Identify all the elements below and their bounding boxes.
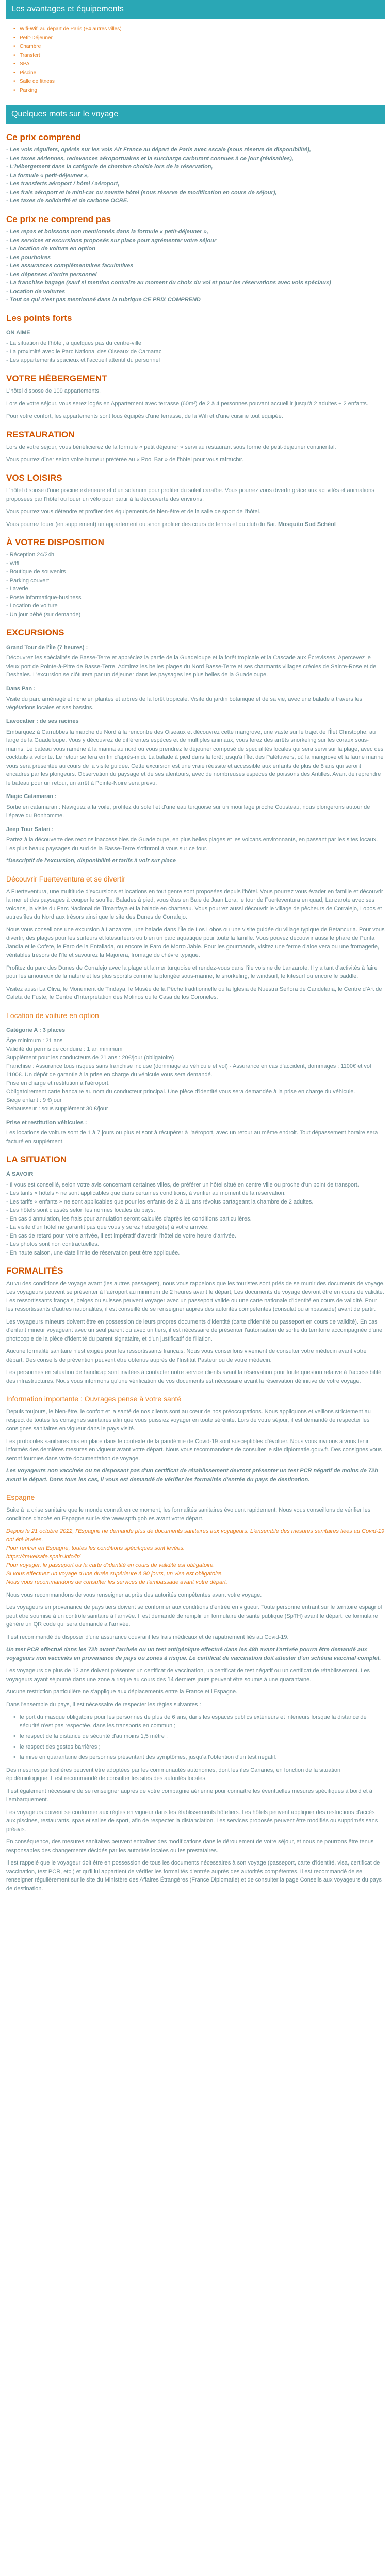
hebergement-p1: L'hôtel dispose de 109 appartements. xyxy=(6,388,101,394)
espagne-heading: Espagne xyxy=(6,1493,35,1501)
mots-banner: Quelques mots sur le voyage xyxy=(6,105,385,124)
equipement-item: • Piscine xyxy=(20,69,385,77)
situation-block: - Il vous est conseillé, selon votre avis concernant certaines villes, de préférer un hôtel situé en centre ville ou proche d'un point de transport. - Les tarifs « hôtels » ne sont applicables que dans certaines conditions, à vérifier au moment de la réservation. - Les tarifs « enfants » ne sont applicables que pour les enfants de 2 à 11 ans révolus partageant la chambre de 2 adultes. - Les hôtels sont classés selon les normes locales du pays. - En cas d'annulation, les frais pour annulation seront calculés d'après les conditions particulières. - La visite d'un hôtel ne garantit pas que vous y serez hébergé(e) à votre arrivée. - En cas de retard pour votre arrivée, il est impératif d'avertir l'hôtel de votre heure d'arrivée. - Les photos sont non contractuelles. - En haute saison, une date limite de réservation peut être appliquée. xyxy=(6,1181,359,1256)
equipement-item: • Parking xyxy=(20,86,385,95)
prix-comprend-heading: Ce prix comprend xyxy=(6,132,81,142)
equipement-item: • Salle de fitness xyxy=(20,77,385,86)
restauration-heading: RESTAURATION xyxy=(6,429,75,439)
hebergement-heading: VOTRE HÉBERGEMENT xyxy=(6,373,107,383)
excursions-heading: EXCURSIONS xyxy=(6,628,64,638)
apropos-heading: À VOTRE DISPOSITION xyxy=(6,537,104,547)
list-item: • le respect des gestes barrières ; xyxy=(20,1743,385,1752)
hebergement-p3: Pour votre confort, les appartements sont tous équipés d'une terrasse, de la Wifi et d'une cuisine tout équipée. xyxy=(6,413,283,419)
apropos-block: - Réception 24/24h - Wifi - Boutique de souvenirs - Parking couvert - Laverie - Poste informatique-business - Location de voiture - Un jour bébé (sur demande) xyxy=(6,552,82,618)
loisirs-heading: VOS LOISIRS xyxy=(6,472,62,483)
espagne-rules-list xyxy=(6,1713,385,1762)
points-forts-block: - La situation de l'hôtel, à quelques pas du centre-ville - La proximité avec le Parc National des Oiseaux de Carnarac - Les appartements spacieux et l'accueil attentif du personnel xyxy=(6,340,162,364)
location-heading: Location de voiture en option xyxy=(6,1011,99,1020)
list-item: • le respect de la distance de sécurité d'au moins 1,5 mètre ; xyxy=(20,1732,385,1741)
situation-heading: LA SITUATION xyxy=(6,1155,67,1164)
equipement-item: • Transfert xyxy=(20,51,385,60)
list-item: • le port du masque obligatoire pour les personnes de plus de 6 ans, dans les espaces publics extérieurs et intérieurs lorsque la distance de sécurité n'est pas respectée, dans les transports en commun ; xyxy=(20,1713,385,1730)
equipement-item: • SPA xyxy=(20,60,385,69)
page: Les avantages et équipements • Wifi-Wifi au départ de Paris (+4 autres villes) • Petit-Déjeuner • Chambre • Transfert • SPA • Piscine • Salle de fitness • Parking Quelques mots sur le voyage Ce prix comprend - Les vols réguliers, opérés sur les vols Air France au départ de Paris avec escale (sous réserve de disponibilité), - Les taxes aériennes, redevances aéroportuaires et la surcharge carburant connues à ce jour (révisables), - L'hébergement dans la catégorie de chambre choisie lors de la réservation, - La formule « petit-déjeuner », - Les transferts aéroport / hôtel / aéroport, - Les frais aéroport et le mini-car ou navette hôtel (sous réserve de modification en cours de séjour), - Les taxes de solidarité et de carbone OCRE. Ce prix ne comprend pas - Les repas et boissons non mentionnés dans la formule « petit-déjeuner », - Les services et excursions proposés sur place pour agrémenter votre séjour - La location de voiture en option - Les pourboires - Les assurances complémentaires facultatives - Les dépenses d'ordre personnel - La franchise bagage (sauf si mention contraire au moment du choix du vol et pour les réservations avec vols spéciaux) - Location de voitures - Tout ce qui n'est pas mentionné dans la rubrique CE PRIX COMPREND Les points forts ON AIME - La situation de l'hôtel, à quelques pas du centre-ville - La proximité avec le Parc National des Oiseaux de Carnarac - Les appartements spacieux et l'accueil attentif du personnel VOTRE HÉBERGEMENT L'hôtel dispose de 109 appartements. Lors de votre séjour, vous serez logés en Appartement avec terrasse (60m²) de 2 à 4 personnes pouvant accueillir jusqu'à 2 adultes + 2 enfants. Pour votre confort, les appartements sont tous équipés d'une terrasse, de la Wifi et d'une cuisine tout équipée. RESTAURATION Lors de votre séjour, vous bénéficierez de la formule « petit déjeuner » servi au restaurant sous forme de petit-déjeuner continental. Vous pourrez dîner selon votre humeur préférée au « Pool Bar » de l'hôtel pour vous rafraîchir. VOS LOISIRS L'hôtel dispose d'une piscine extérieure et d'un solarium pour profiter du soleil caraïbe. Vous pourrez vous divertir grâce aux activités et animations proposées par l'hôtel ou louer un vélo pour partir à la découverte des environs. Vous pourrez vous détendre et profiter des équipements de bien-être et de la salle de sport de l'hôtel. Vous pourrez louer (en supplément) un appartement ou sinon profiter des cours de tennis et du club du Bar. Mosquito Sud Schéol À VOTRE DISPOSITION - Réception 24/24h - Wifi - Boutique de souvenirs - Parking couvert - Laverie - Poste informatique-business - Location de voiture - Un jour bébé (sur demande) EXCURSIONS Grand Tour de l'Île (7 heures) : Découvrez les spécialités de Basse-Terre et appréciez la partie de la Guadeloupe et la forêt tropicale et la Cascade aux Écrevisses. Apercevez le vieux port de Pointe-à-Pitre de Basse-Terre. Admirez les belles plages du Nord Basse-Terre et ses charmants villages créoles de Sainte-Rose et de Deshaies. L'excursion se clôturera par un déjeuner dans les paysages les plus belles de la Guadeloupe. Dans Pan : Visite du parc aménagé et riche en plantes et arbres de la forêt tropicale. Visite du jardin botanique et de sa vie, avec une balade à travers les végétations locales et ses bassins. Lavocatier : de ses racines Embarquez à Carrubbes la marche du Nord à la rencontre des Oiseaux et découvrez cette mangrove, une vaste sur le trajet de l'Îlet Christophe, au large de la Guadeloupe. Vous y découvrez de différentes espèces et de multiples animaux, vous ferez des arrêts snorkeling sur les coraux sous-marins. Le bateau vous ramène à la marina au nord où vous prendrez le déjeuner composé de spécialités locales qui sera servi sur la plage, avec des cocktails à volonté. Le retour se fera en fin d'après-midi. La balade à pied dans la forêt jusqu'à l'Îlet des Palétuviers, où la mangrove et la faune marine vous sera présentée au cours de la visite guidée. Cette excursion est une vraie réussite et accessible aux enfants de plus de 8 ans qui seront encadrés par les plongeurs. Observation du paysage et de ses alentours, avec de nombreuses espèces de poissons des Antilles. Avant de reprendre le bateau pour un retour, un arrêt à Pointe-Noire sera prévu. Magic Catamaran : Sortie en catamaran : Naviguez à la voile, profitez du soleil et d'une eau turquoise sur un mouillage proche Cousteau, nous plongerons autour de l'épave du Bonhomme. Jeep Tour Safari : Partez à la découverte des recoins inaccessibles de Guadeloupe, en plus belles plages et les volcans environnants, en passant par les sites locaux. Les plus beaux paysages du sud de la Basse-Terre s'offriront à vous sur ce tour. *Descriptif de l'excursion, disponibilité et tarifs à voir sur place Découvrir Fuerteventura et se divertir A Fuerteventura, une multitude d'excursions et locations en tout genre sont proposées depuis l'hôtel. Vous pourrez vous évader en famille et découvrir la mer et des paysages à couper le souffle. Balades à pied, vous êtes en Baie de Juan Lora, le tour de Fuerteventura en quad, Lanzarote avec ses volcans, la visite du Parc Nacional de Timanfaya et la balade en chameau. Vous pourrez aussi découvrir le village de pêcheurs de Corralejo, Lobos et autres îles du Nord aux trésors ainsi que le site des Dunes de Corralejo. Nous vous conseillons une excursion à Lanzarote, une balade dans l'Île de Los Lobos ou une visite guidée du village typique de Betancuria. Pour vous divertir, des plages pour les surfeurs et kitesurfeurs ou bien un parc aquatique pour toute la famille. Vous pouvez découvrir aussi le phare de Punta Jandía et le Cofete, le Faro de la Entallada, ou encore le Faro de Morro Jable. Pour les gourmands, visitez une ferme d'aloe vera ou une fromagerie, véritables trésors de l'île et savourez la Majorera, fromage de chèvre typique. Profitez du parc des Dunes de Corralejo avec la plage et la mer turquoise et rendez-vous dans l'île voisine de Lanzarote. Il y a tant d'activités à faire pour les amoureux de la nature et les plus sportifs comme la plongée sous-marine, le snorkeling, le windsurf, le kitesurf ou encore le paddle. Visitez aussi La Oliva, le Monument de Tindaya, le Musée de la Pêche traditionnelle ou la Iglesia de Nuestra Señora de Candelaria, le Centre d'Art de Caleta de Fuste, le Centre d'Interprétation des Molinos ou le Casa de los Coroneles. Location de voiture en option Catégorie A : 3 places Âge minimum : 21 ans Validité du permis de conduire : 1 an minimum Supplément pour les conducteurs de 21 ans : 20€/jour (obligatoire) Franchise : Assurance tous risques sans franchise incluse (dommage au véhicule et vol) - Assurance en cas d'accident, dommages : 1100€ et vol 1100€. Un dépôt de garantie à la prise en charge du véhicule vous sera demandé. Prise en charge et restitution à l'aéroport. Obligatoirement carte bancaire au nom du conducteur principal. Une pièce d'identité vous sera demandée à la prise en charge du véhicule. Siège enfant : 9 €/jour Rehausseur : sous supplément 30 €/jour Prise et restitution véhicules : Les locations de voiture sont de 1 à 7 jours ou plus et sont à récupérer à l'aéroport, avec un retour au même endroit. Tout dépassement horaire sera facturé en supplément. LA SITUATION À SAVOIR - Il vous est conseillé, selon votre avis concernant certaines villes, de préférer un hôtel situé en centre ville ou proche d'un point de transport. - Les tarifs « hôtels » ne sont applicables que dans certaines conditions, à vérifier au moment de la réservation. - Les tarifs « enfants » ne sont applicables que pour les enfants de 2 à 11 ans révolus partageant la chambre de 2 adultes. - Les hôtels sont classés selon les normes locales du pays. - En cas d'annulation, les frais pour annulation seront calculés d'après les conditions particulières. - La visite d'un hôtel ne garantit pas que vous y serez hébergé(e) à votre arrivée. - En cas de retard pour votre arrivée, il est impératif d'avertir l'hôtel de votre heure d'arrivée. - Les photos sont non contractuelles. - En haute saison, une date limite de réservation peut être appliquée. FORMALITÉS Au vu des conditions de voyage avant (les autres passagers), nous vous rappelons que les touristes sont priés de se munir des documents de voyage. Les voyageurs peuvent se présenter à l'aéroport au minimum de 2 heures avant le départ, Les documents de voyage devront être en cours de validité. Les ressortissants français, belges ou suisses peuvent voyager avec un passeport valide ou une carte nationale d'identité en cours de validité. Pour les ressortissants d'autres nationalités, il est conseillé de se renseigner auprès des autorités compétentes (consulat ou ambassade) avant de partir. Les voyageurs mineurs doivent être en possession de leurs propres documents d'identité (carte d'identité ou passeport en cours de validité). En cas d'enfant mineur voyageant avec un seul parent ou avec un tiers, il est nécessaire de présenter l'autorisation de sortie du territoire accompagnée d'une photocopie de la pièce d'identité du parent signataire, et d'un justificatif de filiation. Aucune formalité sanitaire n'est exigée pour les ressortissants français. Nous vous conseillons vivement de consulter votre médecin avant votre départ. Des conseils de prévention peuvent être obtenus auprès de l'Institut Pasteur ou de votre médecin. Les personnes en situation de handicap sont invitées à contacter notre service clients avant la réservation pour toute question relative à l'accessibilité des infrastructures. Nous vous informons qu'une vérification de vos documents est nécessaire avant la réservation définitive de votre voyage. Information importante : Ouvrages pense à votre santé Depuis toujours, le bien-être, le confort et la santé de nos clients sont au cœur de nos préoccupations. Nous appliquons et veillons strictement au respect de toutes les consignes sanitaires afin que vous puissiez voyager en toute sérénité. Lors de votre séjour, il est demandé de respecter les consignes sanitaires en vigueur dans le pays visité. Les protocoles sanitaires mis en place dans le contexte de la pandémie de Covid-19 sont susceptibles d'évoluer. Nous vous invitons à vous tenir informés des dernières mesures en vigueur avant votre départ. Nous vous recommandons de consulter le site diplomatie.gouv.fr. Des consignes vous seront fournies dans votre documentation de voyage. Les voyageurs non vaccinés ou ne disposant pas d'un certificat de rétablissement devront présenter un test PCR négatif de moins de 72h avant le départ. Dans tous les cas, il vous est demandé de vérifier les formalités d'entrée du pays de destination. Espagne Suite à la crise sanitaire que le monde connaît en ce moment, les formalités sanitaires évoluent rapidement. Nous vous conseillons de vérifier les conditions d'accès en Espagne sur le site www.spth.gob.es avant votre départ. Depuis le 21 octobre 2022, l'Espagne ne demande plus de documents sanitaires aux voyageurs. L'ensemble des mesures sanitaires liées au Covid-19 ont été levées. Pour rentrer en Espagne, toutes les conditions spécifiques sont levées. https://travelsafe.spain.info/fr/ Pour voyager, le passeport ou la carte d'identité en cours de validité est obligatoire. Si vous effectuez un voyage d'une durée supérieure à 90 jours, un visa est obligatoire. Nous vous recommandons de consulter les services de l'ambassade avant votre départ. Nous vous recommandons de vous renseigner auprès des autorités compétentes avant votre voyage. Les voyageurs en provenance de pays tiers doivent se conformer aux conditions d'entrée en vigueur. Toute personne entrant sur le territoire espagnol peut être soumise à un contrôle sanitaire à l'arrivée. Il est demandé de remplir un formulaire de santé publique (SpTH) avant le départ, ce formulaire génère un QR code qui sera demandé à l'arrivée. Il est recommandé de disposer d'une assurance couvrant les frais médicaux et de rapatriement liés au Covid-19. Un test PCR effectué dans les 72h avant l'arrivée ou un test antigénique effectué dans les 48h avant l'arrivée pourra être demandé aux voyageurs non vaccinés en provenance de pays ou zones à risque. Le certificat de vaccination doit attester d'un schéma vaccinal complet. Les voyageurs de plus de 12 ans doivent présenter un certificat de vaccination, un certificat de test négatif ou un certificat de rétablissement. Les voyageurs ayant séjourné dans une zone à risque au cours des 14 derniers jours peuvent être soumis à une quarantaine. Aucune restriction particulière ne s'applique aux déplacements entre la France et l'Espagne. Dans l'ensemble du pays, il est nécessaire de respecter les règles suivantes : • le port du masque obligatoire pour les personnes de plus de 6 ans, dans les espaces publics extérieurs et intérieurs lorsque la distance de sécurité n'est pas respectée, dans les transports en commun ; • le respect de la distance de sécurité d'au moins 1,5 mètre ; • le respect des gestes barrières ; • la mise en quarantaine des personnes présentant des symptômes, jusqu'à l'obtention d'un test négatif. Des mesures particulières peuvent être adoptées par les communautés autonomes, dont les îles Canaries, en fonction de la situation épidémiologique. Il est recommandé de consulter les sites des autorités locales. Il est également nécessaire de se renseigner auprès de votre compagnie aérienne pour connaître les éventuelles mesures spécifiques à bord et à l'embarquement. Les voyageurs doivent se conformer aux règles en vigueur dans les établissements hôteliers. Les hôtels peuvent appliquer des restrictions d'accès aux piscines, restaurants, spas et salles de sport, afin de respecter la distanciation. Les services proposés peuvent être modifiés ou supprimés sans préavis. En conséquence, des mesures sanitaires peuvent entraîner des modifications dans le déroulement de votre séjour, et nous ne pourrons être tenus responsables des changements décidés par les autorités locales ou les prestataires. Il est rappelé que le voyageur doit être en possession de tous les documents nécessaires à son voyage (passeport, carte d'identité, visa, certificat de vaccination, test PCR, etc.) et qu'il lui appartient de vérifier les formalités d'entrée auprès des autorités compétentes. Il est recommandé de se renseigner régulièrement sur le site du Ministère des Affaires Étrangères (France Diplomatie) et de consulter la page Conseils aux voyageurs du pays de destination. xyxy=(0,0,391,1907)
espagne-notes: Depuis le 21 octobre 2022, l'Espagne ne demande plus de documents sanitaires aux voyageurs. L'ensemble des mesures sanitaires liées au Covid-19 ont été levées. Pour rentrer en Espagne, toutes les conditions spécifiques sont levées. https://travelsafe.spain.info/fr/ Pour voyager, le passeport ou la carte d'identité en cours de validité est obligatoire. Si vous effectuez un voyage d'une durée supérieure à 90 jours, un visa est obligatoire. Nous vous recommandons de consulter les services de l'ambassade avant votre départ. xyxy=(6,1528,385,1585)
prix-comprend-block: - Les vols réguliers, opérés sur les vols Air France au départ de Paris avec escale (sous réserve de disponibilité), - Les taxes aériennes, redevances aéroportuaires et la surcharge carburant connues à ce jour (révisables), - L'hébergement dans la catégorie de chambre choisie lors de la réservation, - La formule « petit-déjeuner », - Les transferts aéroport / hôtel / aéroport, - Les frais aéroport et le mini-car ou navette hôtel (sous réserve de modification en cours de séjour), - Les taxes de solidarité et de carbone OCRE. xyxy=(6,147,311,205)
equipements-banner: Les avantages et équipements xyxy=(6,0,385,19)
formalites-heading: FORMALITÉS xyxy=(6,1266,63,1276)
loisirs-p3: Vous pourrez louer (en supplément) un appartement ou sinon profiter des cours de tennis et du club du Bar. Mosquito Sud Schéol xyxy=(6,521,336,528)
hebergement-p2: Lors de votre séjour, vous serez logés en Appartement avec terrasse (60m²) de 2 à 4 personnes pouvant accueillir jusqu'à 2 adultes + 2 enfants. xyxy=(6,400,368,407)
points-forts-heading: Les points forts xyxy=(6,313,72,323)
excursions-note: *Descriptif de l'excursion, disponibilité et tarifs à voir sur place xyxy=(6,858,176,864)
loisirs-p2: Vous pourrez vous détendre et profiter des équipements de bien-être et de la salle de sport de l'hôtel. xyxy=(6,509,261,515)
prix-ne-comprend-heading: Ce prix ne comprend pas xyxy=(6,214,111,224)
restauration-p2: Vous pourrez dîner selon votre humeur préférée au « Pool Bar » de l'hôtel pour vous rafraîchir. xyxy=(6,456,244,463)
location-block: Âge minimum : 21 ans Validité du permis de conduire : 1 an minimum Supplément pour les conducteurs de 21 ans : 20€/jour (obligatoire) Franchise : Assurance tous risques sans franchise incluse (dommage au véhicule et vol) - Assurance en cas d'accident, dommages : 1100€ et vol 1100€. Un dépôt de garantie à la prise en charge du véhicule vous sera demandé. Prise en charge et restitution à l'aéroport. Obligatoirement carte bancaire au nom du conducteur principal. Une pièce d'identité vous sera demandée à la prise en charge du véhicule. Siège enfant : 9 €/jour Rehausseur : sous supplément 30 €/jour xyxy=(6,1038,371,1112)
information-heading: Information importante : Ouvrages pense à votre santé xyxy=(6,1395,182,1403)
loisirs-p1: L'hôtel dispose d'une piscine extérieure et d'un solarium pour profiter du soleil caraïbe. Vous pourrez vous divertir grâce aux activités et animations proposées par l'hôtel ou louer un vélo pour partir à la découverte des environs. xyxy=(6,487,374,502)
equipements-list xyxy=(6,25,385,95)
decouvrir-heading: Découvrir Fuerteventura et se divertir xyxy=(6,874,126,883)
equipement-item: • Wifi-Wifi au départ de Paris (+4 autres villes) xyxy=(20,25,385,33)
equipement-item: • Chambre xyxy=(20,42,385,51)
points-forts-subtitle: ON AIME xyxy=(6,329,30,336)
prix-ne-comprend-block: - Les repas et boissons non mentionnés dans la formule « petit-déjeuner », - Les services et excursions proposés sur place pour agrémenter votre séjour - La location de voiture en option - Les pourboires - Les assurances complémentaires facultatives - Les dépenses d'ordre personnel - La franchise bagage (sauf si mention contraire au moment du choix du vol et pour les réservations avec vols spéciaux) - Location de voitures - Tout ce qui n'est pas mentionné dans la rubrique CE PRIX COMPREND xyxy=(6,229,331,303)
restauration-p1: Lors de votre séjour, vous bénéficierez de la formule « petit déjeuner » servi au restaurant sous forme de petit-déjeuner continental. xyxy=(6,444,336,450)
list-item: • la mise en quarantaine des personnes présentant des symptômes, jusqu'à l'obtention d'un test négatif. xyxy=(20,1753,385,1762)
equipement-item: • Petit-Déjeuner xyxy=(20,33,385,42)
